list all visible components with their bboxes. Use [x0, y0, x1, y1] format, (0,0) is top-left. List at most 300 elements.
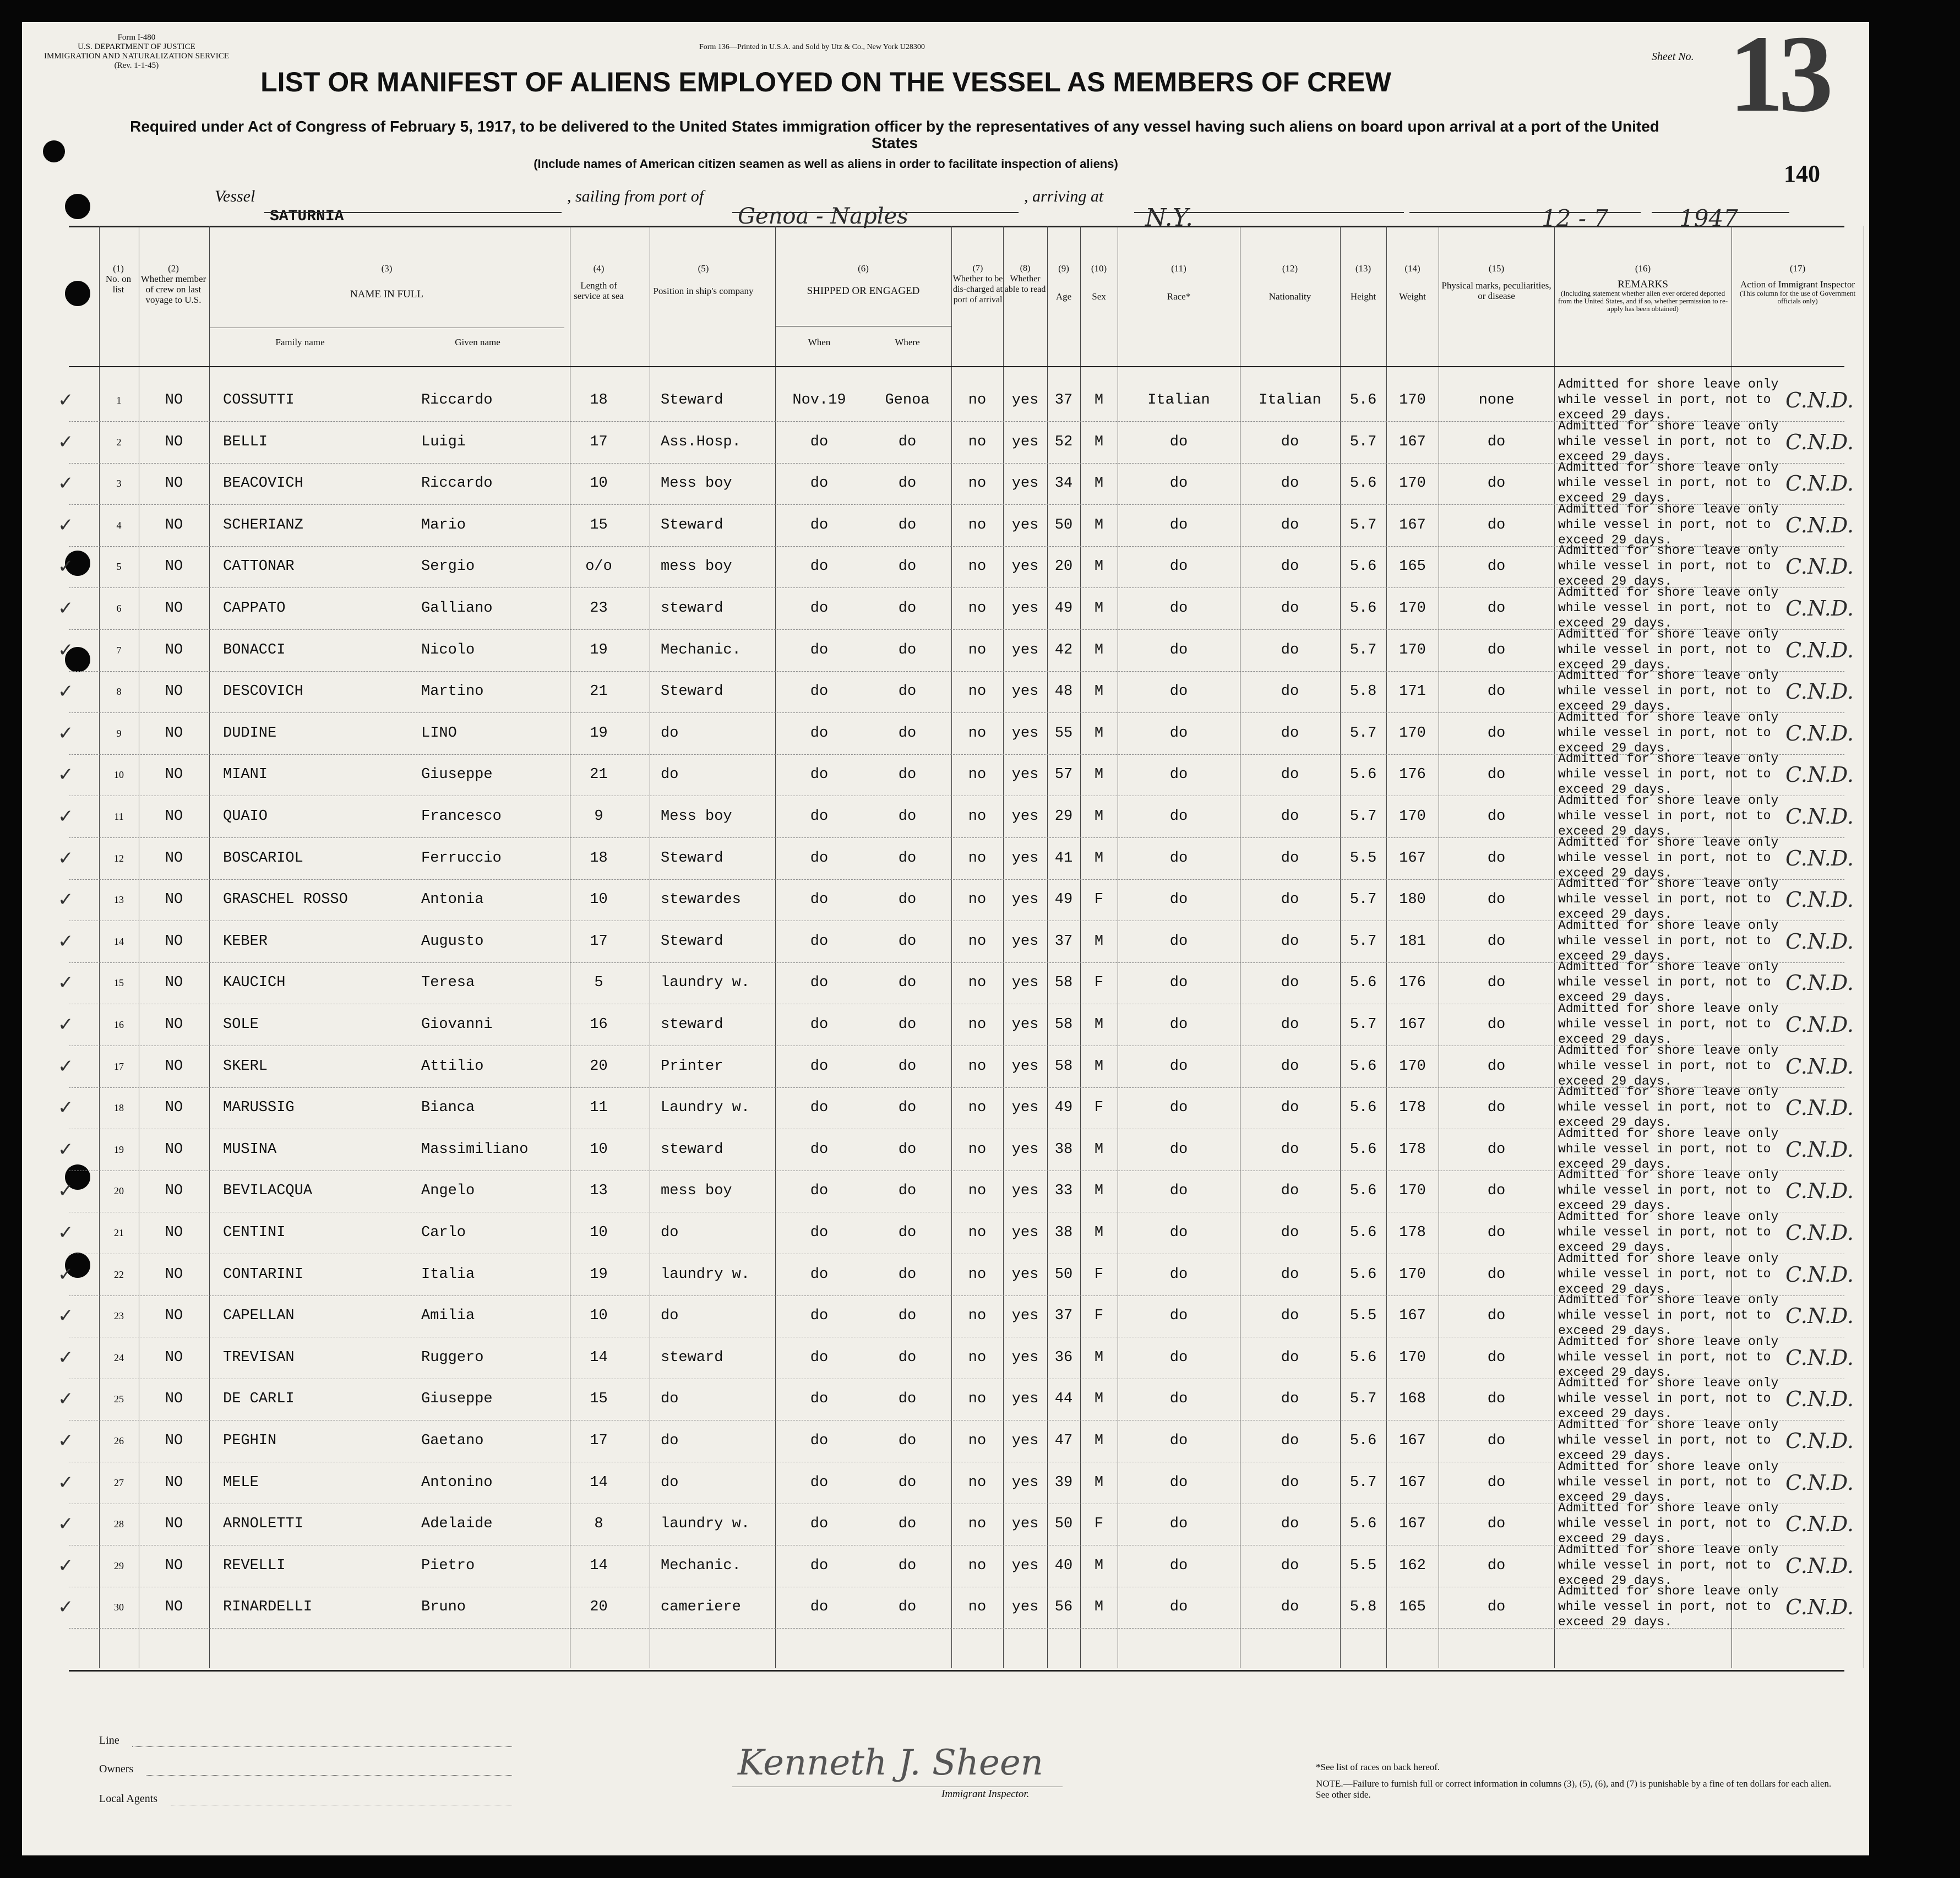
remarks-line: while vessel in port, not to: [1558, 1558, 1771, 1572]
shipped-where-cell: do: [898, 600, 917, 617]
service-cell: 21: [590, 766, 608, 783]
shipped-when-cell: do: [810, 1016, 829, 1033]
prev-voyage-cell: NO: [165, 1433, 183, 1449]
weight-cell: 180: [1399, 891, 1426, 908]
remarks-line: while vessel in port, not to: [1558, 1225, 1771, 1239]
check-mark-icon: ✓: [58, 514, 74, 536]
physical-marks-cell: do: [1487, 725, 1506, 742]
form-identifier: [44, 33, 229, 70]
remarks-line: Admitted for shore leave only: [1558, 1459, 1779, 1474]
read-cell: yes: [1011, 641, 1039, 658]
nationality-cell: do: [1281, 766, 1299, 783]
physical-marks-cell: do: [1487, 1016, 1506, 1033]
service-cell: 16: [590, 1016, 608, 1033]
table-row: [58, 668, 1854, 714]
vessel-name: SATURNIA: [270, 208, 344, 225]
prev-voyage-cell: NO: [165, 1183, 183, 1200]
weight-cell: 167: [1399, 1474, 1426, 1491]
shipped-where-cell: do: [898, 850, 917, 867]
row-number: 10: [114, 769, 124, 781]
shipped-when-cell: do: [810, 808, 829, 825]
remarks-cell: [1558, 502, 1778, 548]
table-row: [58, 1251, 1854, 1297]
nationality-cell: do: [1281, 433, 1299, 450]
remarks-cell: [1558, 543, 1778, 589]
service-cell: 5: [594, 975, 603, 992]
read-cell: yes: [1011, 725, 1039, 742]
remarks-line: exceed 29 days.: [1558, 491, 1673, 506]
read-cell: yes: [1011, 1266, 1039, 1283]
inspector-action-cell: C.N.D.: [1785, 721, 1854, 745]
remarks-cell: [1558, 1459, 1778, 1505]
race-cell: do: [1169, 725, 1188, 742]
sex-cell: F: [1094, 1099, 1104, 1117]
remarks-line: while vessel in port, not to: [1558, 684, 1771, 699]
physical-marks-cell: do: [1487, 1391, 1506, 1408]
height-cell: 5.6: [1349, 1349, 1377, 1366]
remarks-line: Admitted for shore leave only: [1558, 418, 1779, 433]
age-cell: 29: [1054, 808, 1073, 825]
remarks-line: while vessel in port, not to: [1558, 892, 1771, 907]
height-cell: 5.7: [1349, 1016, 1377, 1033]
shipped-where-cell: do: [898, 1058, 917, 1075]
remarks-line: Admitted for shore leave only: [1558, 1043, 1779, 1058]
col-header-prev-voyage: (2) Whether member of crew on last voyage to U.S.: [140, 263, 206, 305]
service-cell: 10: [590, 1141, 608, 1158]
prev-voyage-cell: NO: [165, 558, 183, 575]
position-cell: do: [661, 1391, 679, 1408]
check-mark-icon: ✓: [58, 1471, 74, 1494]
line-label: Line: [99, 1734, 119, 1746]
remarks-line: while vessel in port, not to: [1558, 1141, 1771, 1156]
age-cell: 50: [1054, 1516, 1073, 1533]
row-number: 28: [114, 1518, 124, 1530]
remarks-line: Admitted for shore leave only: [1558, 377, 1779, 391]
inspector-action-cell: C.N.D.: [1785, 596, 1854, 620]
height-cell: 5.6: [1349, 1099, 1377, 1117]
page-title: LIST OR MANIFEST OF ALIENS EMPLOYED ON THE VESSEL AS MEMBERS OF CREW: [260, 67, 1391, 97]
weight-cell: 167: [1399, 1433, 1426, 1449]
family-name-cell: TREVISAN: [223, 1349, 295, 1366]
physical-marks-cell: do: [1487, 558, 1506, 575]
check-mark-icon: ✓: [58, 1180, 74, 1202]
read-cell: yes: [1011, 891, 1039, 908]
table-row: [58, 377, 1854, 422]
family-name-cell: PEGHIN: [223, 1433, 277, 1449]
sex-cell: M: [1094, 725, 1104, 742]
col-header-service: (4) Length of service at sea: [574, 263, 624, 301]
inspector-action-cell: C.N.D.: [1785, 1054, 1854, 1079]
check-mark-icon: ✓: [58, 597, 74, 619]
family-name-cell: RINARDELLI: [223, 1599, 313, 1616]
row-number: 16: [114, 1019, 124, 1030]
weight-cell: 170: [1399, 1266, 1426, 1283]
service-cell: 19: [590, 1266, 608, 1283]
service-cell: 9: [594, 808, 603, 825]
remarks-cell: [1558, 1583, 1778, 1630]
remarks-line: exceed 29 days.: [1558, 1115, 1673, 1130]
nationality-cell: do: [1281, 808, 1299, 825]
shipped-where-cell: do: [898, 1349, 917, 1366]
family-name-cell: MELE: [223, 1474, 259, 1491]
position-cell: Steward: [661, 933, 723, 950]
given-name-cell: Ruggero: [421, 1349, 484, 1366]
sex-cell: M: [1094, 1183, 1104, 1200]
table-row: [58, 793, 1854, 839]
service-cell: 17: [590, 433, 608, 450]
race-cell: do: [1169, 1599, 1188, 1616]
prev-voyage-cell: NO: [165, 683, 183, 700]
position-cell: Steward: [661, 850, 723, 867]
remarks-line: exceed 29 days.: [1558, 1573, 1673, 1588]
prev-voyage-cell: NO: [165, 1266, 183, 1283]
position-cell: do: [661, 1308, 679, 1325]
position-cell: Mechanic.: [661, 641, 741, 658]
weight-cell: 170: [1399, 641, 1426, 658]
prev-voyage-cell: NO: [165, 766, 183, 783]
family-name-cell: CAPPATO: [223, 600, 286, 617]
prev-voyage-cell: NO: [165, 641, 183, 658]
service-cell: o/o: [585, 558, 612, 575]
remarks-line: Admitted for shore leave only: [1558, 1584, 1779, 1599]
table-row: [58, 1210, 1854, 1255]
inspector-action-cell: C.N.D.: [1785, 1179, 1854, 1204]
family-name-cell: COSSUTTI: [223, 392, 295, 409]
shipped-where-cell: do: [898, 683, 917, 700]
read-cell: yes: [1011, 558, 1039, 575]
check-mark-icon: ✓: [58, 1596, 74, 1619]
remarks-line: Admitted for shore leave only: [1558, 627, 1779, 641]
height-cell: 5.7: [1349, 933, 1377, 950]
shipped-where-cell: do: [898, 1308, 917, 1325]
remarks-line: while vessel in port, not to: [1558, 975, 1771, 990]
remarks-line: exceed 29 days.: [1558, 1282, 1673, 1297]
physical-marks-cell: do: [1487, 850, 1506, 867]
sex-cell: M: [1094, 1557, 1104, 1574]
read-cell: yes: [1011, 1016, 1039, 1033]
read-cell: yes: [1011, 1599, 1039, 1616]
check-mark-icon: ✓: [58, 930, 74, 952]
prev-voyage-cell: NO: [165, 725, 183, 742]
nationality-cell: do: [1281, 850, 1299, 867]
col-header-shipped: (6) SHIPPED OR ENGAGED: [807, 263, 920, 297]
age-cell: 33: [1054, 1183, 1073, 1200]
remarks-cell: [1558, 1417, 1778, 1463]
nationality-cell: do: [1281, 1557, 1299, 1574]
service-cell: 23: [590, 600, 608, 617]
inspector-action-cell: C.N.D.: [1785, 888, 1854, 912]
prev-voyage-cell: NO: [165, 975, 183, 992]
remarks-line: while vessel in port, not to: [1558, 1599, 1771, 1614]
read-cell: yes: [1011, 975, 1039, 992]
shipped-when-cell: do: [810, 725, 829, 742]
read-cell: yes: [1011, 933, 1039, 950]
height-cell: 5.6: [1349, 1141, 1377, 1158]
arrival-year: 1947: [1679, 205, 1738, 232]
row-number: 22: [114, 1269, 124, 1280]
discharged-cell: no: [968, 1266, 987, 1283]
shipped-where-cell: do: [898, 433, 917, 450]
given-name-cell: Bruno: [421, 1599, 466, 1616]
remarks-line: while vessel in port, not to: [1558, 642, 1771, 657]
service-cell: 10: [590, 1224, 608, 1241]
page-subtitle: Required under Act of Congress of February 5, 1917, to be delivered to the United States immigration officer by the representatives of any vessel having such aliens on board upon arrival at a port of the United States: [130, 118, 1659, 151]
family-name-cell: MARUSSIG: [223, 1099, 295, 1117]
physical-marks-cell: do: [1487, 1183, 1506, 1200]
table-row: [58, 1542, 1854, 1588]
service-cell: 19: [590, 725, 608, 742]
position-cell: stewardes: [661, 891, 741, 908]
sex-cell: M: [1094, 1599, 1104, 1616]
shipped-when-cell: do: [810, 558, 829, 575]
shipped-when-cell: do: [810, 683, 829, 700]
discharged-cell: no: [968, 683, 987, 700]
position-cell: laundry w.: [661, 1266, 750, 1283]
shipped-when-cell: do: [810, 1474, 829, 1491]
remarks-line: exceed 29 days.: [1558, 990, 1673, 1005]
shipped-when-cell: do: [810, 1308, 829, 1325]
department-name: U.S. DEPARTMENT OF JUSTICE: [78, 42, 195, 51]
remarks-line: while vessel in port, not to: [1558, 434, 1771, 449]
shipped-when-cell: do: [810, 766, 829, 783]
nationality-cell: do: [1281, 558, 1299, 575]
arrival-date: 12 - 7: [1542, 205, 1609, 232]
remarks-cell: [1558, 1126, 1778, 1172]
col-header-position: (5) Position in ship's company: [653, 263, 754, 296]
table-row: [58, 918, 1854, 964]
nationality-cell: do: [1281, 1474, 1299, 1491]
physical-marks-cell: do: [1487, 1266, 1506, 1283]
position-cell: steward: [661, 1141, 723, 1158]
weight-cell: 167: [1399, 516, 1426, 534]
shipped-when-cell: do: [810, 1266, 829, 1283]
family-name-cell: BELLI: [223, 433, 268, 450]
remarks-line: while vessel in port, not to: [1558, 393, 1771, 407]
race-cell: do: [1169, 1266, 1188, 1283]
weight-cell: 170: [1399, 392, 1426, 409]
remarks-line: Admitted for shore leave only: [1558, 1376, 1779, 1391]
discharged-cell: no: [968, 516, 987, 534]
row-number: 24: [114, 1352, 124, 1363]
discharged-cell: no: [968, 808, 987, 825]
remarks-line: exceed 29 days.: [1558, 1407, 1673, 1422]
position-cell: mess boy: [661, 558, 732, 575]
punch-hole: [65, 194, 90, 219]
check-mark-icon: ✓: [58, 639, 74, 661]
shipped-where-cell: do: [898, 516, 917, 534]
given-name-cell: Galliano: [421, 600, 493, 617]
position-cell: do: [661, 1433, 679, 1449]
row-number: 1: [116, 395, 122, 406]
age-cell: 48: [1054, 683, 1073, 700]
row-number: 19: [114, 1144, 124, 1155]
remarks-line: exceed 29 days.: [1558, 408, 1673, 422]
physical-marks-cell: do: [1487, 1141, 1506, 1158]
race-cell: do: [1169, 516, 1188, 534]
sex-cell: M: [1094, 1224, 1104, 1241]
service-cell: 11: [590, 1099, 608, 1117]
sex-cell: F: [1094, 975, 1104, 992]
given-name-cell: Teresa: [421, 975, 475, 992]
check-mark-icon: ✓: [58, 1014, 74, 1036]
remarks-line: while vessel in port, not to: [1558, 476, 1771, 491]
discharged-cell: no: [968, 1183, 987, 1200]
prev-voyage-cell: NO: [165, 475, 183, 492]
height-cell: 5.6: [1349, 1224, 1377, 1241]
race-cell: do: [1169, 1308, 1188, 1325]
check-mark-icon: ✓: [58, 389, 74, 411]
inspector-action-cell: C.N.D.: [1785, 1096, 1854, 1120]
remarks-line: exceed 29 days.: [1558, 865, 1673, 880]
discharged-cell: no: [968, 1058, 987, 1075]
service-cell: 17: [590, 933, 608, 950]
nationality-cell: do: [1281, 1224, 1299, 1241]
remarks-line: exceed 29 days.: [1558, 1365, 1673, 1380]
height-cell: 5.6: [1349, 558, 1377, 575]
remarks-line: Admitted for shore leave only: [1558, 1001, 1779, 1016]
sex-cell: M: [1094, 641, 1104, 658]
physical-marks-cell: do: [1487, 475, 1506, 492]
prev-voyage-cell: NO: [165, 392, 183, 409]
prev-voyage-cell: NO: [165, 600, 183, 617]
shipped-where-cell: do: [898, 891, 917, 908]
service-cell: 10: [590, 1308, 608, 1325]
position-cell: Mess boy: [661, 808, 732, 825]
shipped-where-cell: do: [898, 933, 917, 950]
col-header-family-name: Family name: [275, 337, 325, 347]
given-name-cell: Augusto: [421, 933, 484, 950]
service-cell: 15: [590, 516, 608, 534]
weight-cell: 170: [1399, 600, 1426, 617]
prev-voyage-cell: NO: [165, 891, 183, 908]
shipped-where-cell: do: [898, 1183, 917, 1200]
check-mark-icon: ✓: [58, 1346, 74, 1369]
family-name-cell: SKERL: [223, 1058, 268, 1075]
remarks-line: while vessel in port, not to: [1558, 1516, 1771, 1531]
weight-cell: 167: [1399, 850, 1426, 867]
service-cell: 20: [590, 1599, 608, 1616]
remarks-line: Admitted for shore leave only: [1558, 918, 1779, 933]
col-header-race: (11) Race*: [1167, 263, 1191, 302]
shipped-where-cell: do: [898, 1099, 917, 1117]
family-name-cell: DESCOVICH: [223, 683, 303, 700]
sex-cell: M: [1094, 600, 1104, 617]
sex-cell: M: [1094, 850, 1104, 867]
service-cell: 21: [590, 683, 608, 700]
inspector-action-cell: C.N.D.: [1785, 804, 1854, 829]
prev-voyage-cell: NO: [165, 1224, 183, 1241]
remarks-line: Admitted for shore leave only: [1558, 835, 1779, 850]
row-number: 27: [114, 1477, 124, 1488]
shipped-where-cell: do: [898, 475, 917, 492]
prev-voyage-cell: NO: [165, 1391, 183, 1408]
race-cell: do: [1169, 475, 1188, 492]
table-row: [58, 1085, 1854, 1130]
age-cell: 41: [1054, 850, 1073, 867]
shipped-where-cell: do: [898, 766, 917, 783]
age-cell: 47: [1054, 1433, 1073, 1449]
remarks-line: Admitted for shore leave only: [1558, 710, 1779, 725]
shipped-where-cell: do: [898, 975, 917, 992]
remarks-cell: [1558, 1001, 1778, 1047]
sex-cell: F: [1094, 1308, 1104, 1325]
check-mark-icon: ✓: [58, 1554, 74, 1577]
read-cell: yes: [1011, 1058, 1039, 1075]
read-cell: yes: [1011, 516, 1039, 534]
remarks-cell: [1558, 1209, 1778, 1255]
discharged-cell: no: [968, 766, 987, 783]
height-cell: 5.8: [1349, 683, 1377, 700]
race-cell: do: [1169, 600, 1188, 617]
given-name-cell: Riccardo: [421, 475, 493, 492]
weight-cell: 162: [1399, 1557, 1426, 1574]
inspector-title: Immigrant Inspector.: [941, 1788, 1030, 1800]
remarks-line: Admitted for shore leave only: [1558, 460, 1779, 475]
sex-cell: M: [1094, 558, 1104, 575]
remarks-line: while vessel in port, not to: [1558, 809, 1771, 823]
prev-voyage-cell: NO: [165, 1599, 183, 1616]
remarks-line: exceed 29 days.: [1558, 824, 1673, 839]
read-cell: yes: [1011, 1224, 1039, 1241]
check-mark-icon: ✓: [58, 1097, 74, 1119]
height-cell: 5.7: [1349, 725, 1377, 742]
age-cell: 58: [1054, 1016, 1073, 1033]
discharged-cell: no: [968, 1308, 987, 1325]
remarks-line: exceed 29 days.: [1558, 449, 1673, 464]
remarks-line: exceed 29 days.: [1558, 616, 1673, 630]
shipped-where-cell: Genoa: [885, 392, 930, 409]
inspector-action-cell: C.N.D.: [1785, 1553, 1854, 1578]
service-cell: 17: [590, 1433, 608, 1449]
race-cell: do: [1169, 891, 1188, 908]
race-cell: do: [1169, 1433, 1188, 1449]
row-number: 17: [114, 1060, 124, 1072]
remarks-line: exceed 29 days.: [1558, 741, 1673, 755]
prev-voyage-cell: NO: [165, 1474, 183, 1491]
remarks-line: exceed 29 days.: [1558, 699, 1673, 714]
arriving-label: , arriving at: [1024, 187, 1104, 205]
position-cell: Steward: [661, 683, 723, 700]
weight-cell: 178: [1399, 1141, 1426, 1158]
inspector-action-cell: C.N.D.: [1785, 1345, 1854, 1370]
prev-voyage-cell: NO: [165, 433, 183, 450]
weight-cell: 165: [1399, 1599, 1426, 1616]
col-header-age: (9) Age: [1055, 263, 1072, 302]
family-name-cell: KEBER: [223, 933, 268, 950]
race-cell: do: [1169, 1141, 1188, 1158]
prev-voyage-cell: NO: [165, 1349, 183, 1366]
physical-marks-cell: do: [1487, 1099, 1506, 1117]
family-name-cell: QUAIO: [223, 808, 268, 825]
check-mark-icon: ✓: [58, 1305, 74, 1327]
sex-cell: M: [1094, 1141, 1104, 1158]
service-cell: 18: [590, 850, 608, 867]
shipped-when-cell: do: [810, 1433, 829, 1449]
physical-marks-cell: do: [1487, 1599, 1506, 1616]
position-cell: do: [661, 1474, 679, 1491]
inspector-action-cell: C.N.D.: [1785, 638, 1854, 662]
race-note: *See list of races on back hereof.: [1316, 1762, 1440, 1772]
col-header-action: (17) Action of Immigrant Inspector (This column for the use of Government officials only): [1739, 263, 1856, 305]
remarks-line: Admitted for shore leave only: [1558, 1501, 1779, 1516]
col-header-no: (1) No. on list: [105, 263, 132, 295]
remarks-cell: [1558, 460, 1778, 506]
arriving-port: N.Y.: [1145, 204, 1194, 232]
race-cell: do: [1169, 1058, 1188, 1075]
physical-marks-cell: do: [1487, 891, 1506, 908]
service-cell: 8: [594, 1516, 603, 1533]
check-mark-icon: ✓: [58, 805, 74, 828]
